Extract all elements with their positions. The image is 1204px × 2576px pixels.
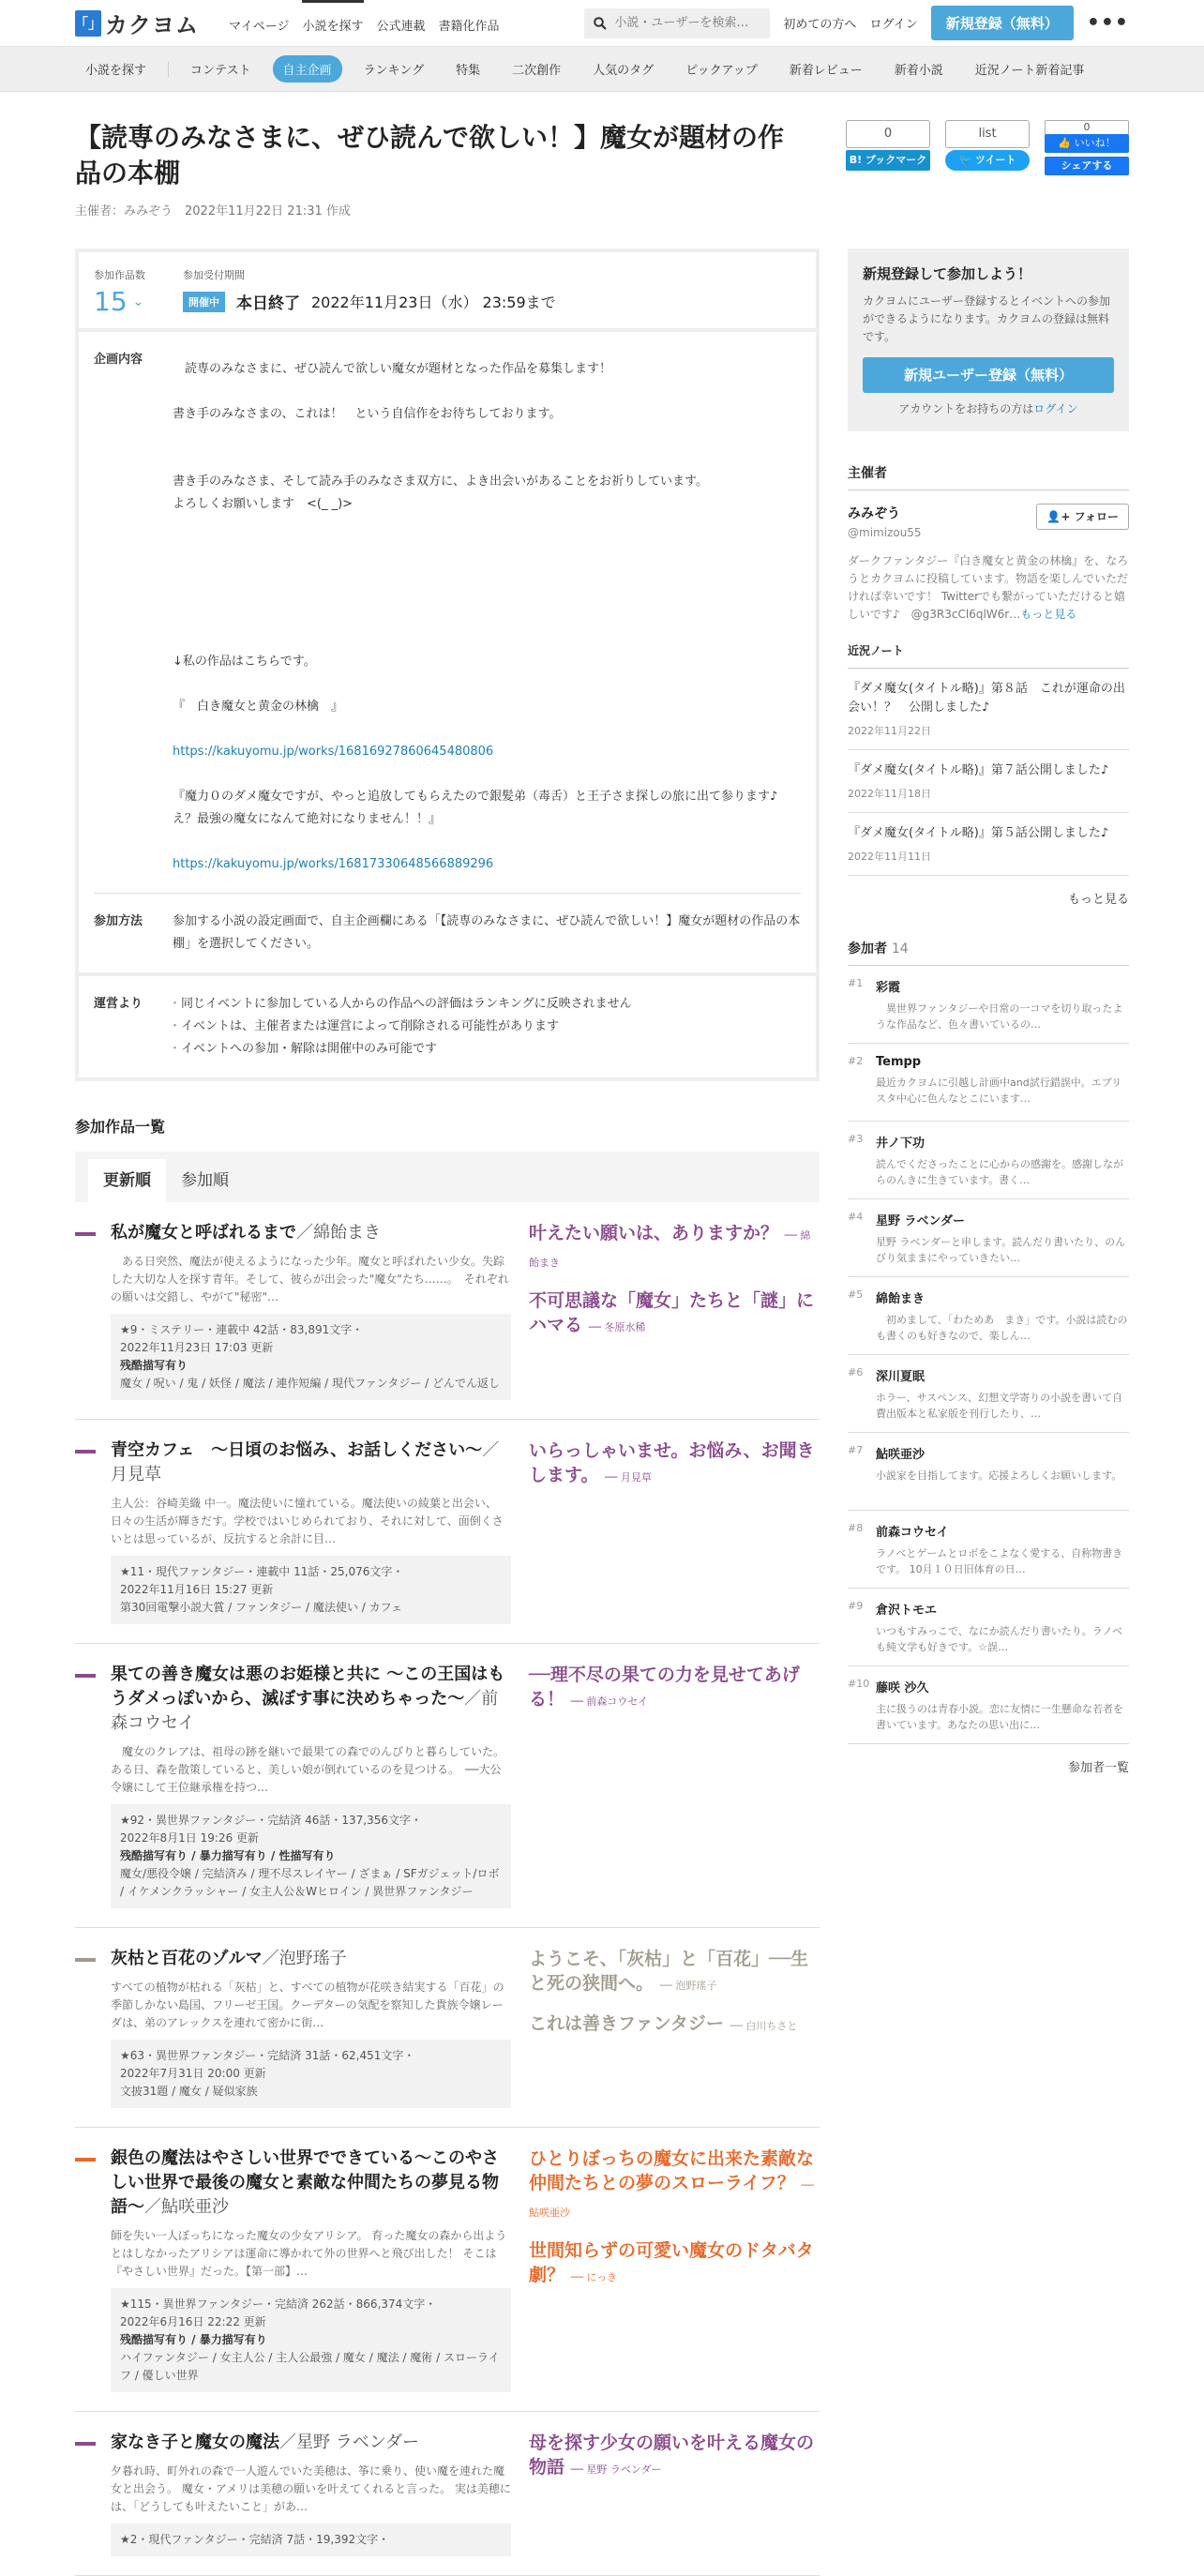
event-summary <box>79 252 816 332</box>
work-catches <box>529 1221 820 1400</box>
nav-find-novels[interactable]: 小説を探す <box>302 0 363 47</box>
organizer-id: @mimizou55 <box>848 526 922 539</box>
work-title-text: 灰枯と百花のゾルマ <box>111 1949 263 1968</box>
participants-more-link[interactable]: 参加者一覧 <box>1067 1761 1129 1775</box>
catch-author: ── 白川ちさと <box>730 2020 798 2032</box>
work-updated: 2022年11月16日 15:27 更新 <box>120 1583 274 1596</box>
page-container <box>0 120 1204 2576</box>
subnav-new[interactable]: 新着小説 <box>894 64 943 78</box>
note-date: 2022年11月11日 <box>848 851 931 863</box>
participant-name: 星野 ラベンダー <box>876 1214 966 1228</box>
follow-label: フォロー <box>1074 510 1119 523</box>
count-dropdown[interactable] <box>94 286 145 317</box>
work-updated: 2022年7月31日 20:00 更新 <box>120 2067 266 2080</box>
participants-heading <box>848 939 1129 966</box>
work-author[interactable]: ／鮎咲亜沙 <box>144 2197 229 2217</box>
end-label: 本日終了 <box>236 294 300 313</box>
participant-item[interactable] <box>848 1277 1129 1355</box>
work-catches <box>529 2147 820 2392</box>
participant-body <box>876 1678 1129 1732</box>
notice-item: ・ 同じイベントに参加している人からの作品への評価はランキングに反映されません <box>173 993 801 1016</box>
participants-heading-text: 参加者 <box>848 942 887 957</box>
subnav-contest[interactable]: コンテスト <box>190 64 251 78</box>
participant-desc: 初めまして、「わためあ まき」です。小説は読むのも書くのも好きなので、楽しん… <box>876 1314 1128 1342</box>
work-desc: 主人公：谷崎美織 中一。魔法使いに憧れている。魔法使いの綾葉と出会い、日々の生活が輝きだす。学校ではいじめられており、それに対して、面倒くさいとは思っているが、反抗すると余計に目… <box>111 1497 504 1545</box>
organizer <box>848 504 1129 539</box>
work-color-bar <box>75 1232 96 1236</box>
notice-body <box>173 993 801 1061</box>
bookmark-button[interactable]: B! ブックマーク <box>846 150 930 171</box>
list-label: list <box>945 120 1030 148</box>
work-author[interactable]: ／泡野瑤子 <box>262 1949 347 1968</box>
method-label: 参加方法 <box>94 914 143 928</box>
subnav-pickup[interactable]: ピックアップ <box>685 64 758 78</box>
participants-count: 14 <box>891 942 909 957</box>
content-section <box>94 332 801 894</box>
period-label: 参加受付期間 <box>183 269 245 281</box>
catch-text: いらっしゃいませ。お悩み、お聞きします。 <box>529 1440 815 1485</box>
fb-like-label: いいね！ <box>1074 137 1116 149</box>
work-author[interactable]: ／月見草 <box>111 1440 500 1484</box>
participant-item[interactable] <box>848 1199 1129 1277</box>
participant-body <box>876 1055 1129 1109</box>
signup-text: カクヨムにユーザー登録するとイベントへの参加ができるようになります。カクヨムの登録は無料です。 <box>863 294 1111 343</box>
work-left <box>75 1947 511 2108</box>
catch-author: ── 泡野瑤子 <box>659 1980 717 1992</box>
notes-list <box>848 669 1129 876</box>
participant-desc: 主に扱うのは青春小説。恋に友情に一生懸命な若者を書いています。あなたの思い出に… <box>876 1703 1123 1731</box>
catch-author: ── 冬原水稀 <box>588 1321 646 1333</box>
signup-box <box>848 249 1129 431</box>
work-stats: ★11・現代ファンタジー・連載中 11話・25,076文字・ <box>120 1565 404 1578</box>
signup-login <box>863 400 1114 416</box>
participant-item[interactable] <box>848 1511 1129 1589</box>
work-meta <box>111 2523 511 2556</box>
work-item <box>75 1644 820 1928</box>
catchphrase[interactable] <box>529 1288 820 1340</box>
participant-desc: ホラー、サスペンス、幻想文学寄りの小説を書いて自費出版本と私家版を刊行したり、… <box>876 1392 1123 1420</box>
tab-joined[interactable]: 参加順 <box>181 1171 229 1190</box>
note-date: 2022年11月22日 <box>848 725 931 737</box>
work-color-bar <box>75 1450 96 1454</box>
participant-rank: #5 <box>848 1288 864 1301</box>
signup-button[interactable]: 新規ユーザー登録（無料） <box>863 357 1114 393</box>
more-menu-icon[interactable]: ••• <box>1086 11 1129 35</box>
work-stats: ★2・現代ファンタジー・完結済 7話・19,392文字・ <box>120 2533 390 2546</box>
participant-desc: 小説家を目指してます。応援よろしくお願いします。 <box>876 1469 1122 1482</box>
participant-desc: 読んでくださったことに心からの感謝を。感謝しながらのんきに生きています。書く… <box>876 1158 1123 1186</box>
notice-item: ・ イベントへの参加・解除は開催中のみ可能です <box>173 1038 801 1061</box>
work-catches <box>529 1947 820 2108</box>
work-main <box>111 1947 511 2108</box>
participant-body <box>876 1288 1129 1343</box>
signup-title: 新規登録して参加しよう！ <box>863 265 1032 282</box>
participant-item[interactable] <box>848 1122 1129 1199</box>
method-section <box>79 894 816 976</box>
subnav-events[interactable]: 自主企画 <box>273 55 342 83</box>
work-desc: 夕暮れ時、町外れの森で一人遊んでいた美穂は、筝に乗り、使い魔を連れた魔女と出会う。 魔女・アメリは美穂の願いを叶えてくれると言った。 実は美穂には、「どうしても叶えたいこと」があ… <box>111 2464 511 2513</box>
content-p1: 読専のみなさまに、ぜひ読んで欲しい魔女が題材となった作品を募集します！ <box>173 362 612 376</box>
work-warnings: 残酷描写有り / 暴力描写有り / 性描写有り <box>120 1849 336 1862</box>
participants-list <box>848 966 1129 1744</box>
catch-text: 不可思議な「魔女」たちと「謎」にハマる <box>529 1290 815 1335</box>
catch-text: 母を探す少女の願いを叶える魔女の物語 <box>529 2433 815 2478</box>
work-main <box>111 2147 511 2392</box>
work-left <box>75 2431 511 2556</box>
period-block <box>183 267 556 317</box>
work-tags[interactable]: 文披31題 / 魔女 / 疑似家族 <box>120 2085 258 2098</box>
first-time-link[interactable]: 初めての方へ <box>783 18 857 32</box>
participant-desc: 星野 ラベンダーと申します。読んだり書いたり、のんびり気ままにやっていきたい… <box>876 1236 1126 1264</box>
catchphrase[interactable] <box>529 2011 820 2039</box>
note-item[interactable] <box>848 813 1129 876</box>
notice-label: 運営より <box>94 997 143 1011</box>
work-tags[interactable]: 魔女/悪役令嬢 / 完結済み / 理不尽スレイヤー / ざまぁ / SFガジェット/ロボ / イケメンクラッシャー / 女主人公＆Wヒロイン / 異世界ファンタジー <box>120 1867 500 1898</box>
search-box <box>584 8 770 38</box>
participant-name: 前森コウセイ <box>876 1526 949 1540</box>
nav-mypage[interactable]: マイページ <box>229 19 290 34</box>
hatena-bookmark[interactable] <box>846 120 930 218</box>
content-label: 企画内容 <box>94 353 143 367</box>
work-desc: 魔女のクレアは、祖母の跡を継いで最果ての森でのんびりと暮らしていた。 ある日、森を散策していると、美しい娘が倒れているのを見つける。 ──大公令嬢にして王位継承権を持つ… <box>111 1745 511 1794</box>
catch-author: ── 鮎咲亜沙 <box>529 2179 814 2219</box>
subnav-reviews[interactable]: 新着レビュー <box>789 64 863 78</box>
content-p6: 『 白き魔女と黄金の林檎 』 <box>173 700 344 714</box>
catch-text: 叶えたい願いは、ありますか？ <box>529 1223 779 1243</box>
work-title[interactable] <box>111 1663 511 1736</box>
note-date: 2022年11月18日 <box>848 788 931 800</box>
work-color-bar <box>75 2158 96 2162</box>
content-p2: 書き手のみなさまの、これは！ という自信作をお待ちしております。 <box>173 407 562 421</box>
participant-name: 倉沢トモエ <box>876 1604 938 1618</box>
catch-text: ひとりぼっちの魔女に出来た素敵な仲間たちとの夢のスローライフ？ <box>529 2148 815 2193</box>
work-left <box>75 1221 511 1400</box>
organizer-heading: 主催者 <box>848 463 1129 490</box>
participant-body <box>876 1522 1129 1576</box>
work-author[interactable]: ／前森コウセイ <box>111 1689 499 1733</box>
work-updated: 2022年11月23日 17:03 更新 <box>120 1341 274 1354</box>
organizer-desc <box>848 552 1129 624</box>
logo-mark: 「」 <box>75 10 101 37</box>
participant-name: 彩霞 <box>876 981 901 995</box>
participant-rank: #8 <box>848 1522 864 1534</box>
work-author[interactable]: ／星野 ラベンダー <box>279 2433 420 2452</box>
note-item[interactable] <box>848 669 1129 750</box>
catchphrase[interactable] <box>529 1663 820 1714</box>
participant-item[interactable] <box>848 1433 1129 1511</box>
work-meta <box>111 1314 511 1400</box>
participant-name: 井ノ下功 <box>876 1137 926 1151</box>
top-right <box>584 6 1129 40</box>
participant-desc: 異世界ファンタジーや日常の一コマを切り取ったような作品など、色々書いているの… <box>876 1002 1123 1031</box>
work-warnings: 残酷描写有り <box>120 1359 188 1372</box>
tweet-button[interactable]: 🐦 ツイート <box>945 150 1030 171</box>
participant-rank: #6 <box>848 1366 864 1378</box>
work-warnings: 残酷描写有り / 暴力描写有り <box>120 2333 267 2346</box>
work-color-bar <box>75 1674 96 1678</box>
catch-text: これは善きファンタジー <box>529 2013 724 2034</box>
note-title: 『ダメ魔女(タイトル略)』第５話公開しました♪ <box>848 826 1109 840</box>
work-catches <box>529 1663 820 1908</box>
chevron-down-icon: ⌄ <box>132 294 144 309</box>
work-item <box>75 1202 820 1420</box>
work-title-text: 青空カフェ ～日頃のお悩み、お話しください～ <box>111 1440 483 1460</box>
participant-body <box>876 1133 1129 1187</box>
work-title-text: 果ての善き魔女は悪のお姫様と共に ～この王国はもうダメっぽいから、滅ぼす事に決めちゃった～ <box>111 1665 505 1709</box>
participant-rank: #10 <box>848 1678 870 1690</box>
sub-nav <box>0 47 1204 92</box>
work-item <box>75 2412 820 2576</box>
work-item <box>75 1928 820 2128</box>
top-nav <box>229 0 500 47</box>
work-main <box>111 2431 511 2556</box>
nav-books[interactable]: 書籍化作品 <box>438 19 500 34</box>
fb-count: 0 <box>1045 120 1129 135</box>
participant-rank: #7 <box>848 1444 864 1456</box>
columns <box>75 249 1129 2576</box>
search-icon <box>594 17 607 30</box>
work-link-1[interactable]: https://kakuyomu.jp/works/16816927860645480806 <box>173 745 494 759</box>
work-title[interactable] <box>111 1947 511 1971</box>
works-list <box>75 1202 820 2576</box>
top-header <box>0 0 1204 47</box>
work-color-bar <box>75 1958 96 1962</box>
work-main <box>111 1439 511 1624</box>
work-left <box>75 1663 511 1908</box>
follow-button[interactable] <box>1036 504 1129 530</box>
participant-name: 鮎咲亜沙 <box>876 1448 926 1462</box>
catch-text: ──理不尽の果ての力を見せてあげる！ <box>529 1665 800 1710</box>
catch-text: ようこそ、「灰枯」と「百花」──生と死の狭間へ。 <box>529 1949 808 1994</box>
participant-item[interactable] <box>848 1355 1129 1433</box>
catch-author: ── 月見草 <box>605 1471 652 1484</box>
title-row <box>75 120 1129 218</box>
catch-author: ── 前森コウセイ <box>570 1695 649 1708</box>
work-tags[interactable]: 魔女 / 呪い / 鬼 / 妖怪 / 魔法 / 連作短編 / 現代ファンタジー / どんでん返し <box>120 1377 500 1390</box>
work-title[interactable] <box>111 2147 511 2220</box>
work-meta <box>111 1804 511 1908</box>
participant-rank: #2 <box>848 1055 864 1067</box>
organizer-name[interactable]: みみぞう <box>848 506 900 521</box>
participant-rank: #3 <box>848 1133 864 1145</box>
count-value: 15 <box>94 286 128 317</box>
user-plus-icon: 👤+ <box>1046 510 1071 523</box>
participant-rank: #1 <box>848 977 864 989</box>
catchphrase[interactable] <box>529 2238 820 2290</box>
sidebar <box>848 249 1129 2576</box>
work-stats: ★63・異世界ファンタジー・完結済 31話・62,451文字・ <box>120 2049 415 2062</box>
notes-more-link[interactable]: もっと見る <box>1067 893 1129 907</box>
subnav-ranking[interactable]: ランキング <box>363 64 425 78</box>
work-stats: ★115・異世界ファンタジー・完結済 262話・866,374文字・ <box>120 2297 437 2311</box>
note-title: 『ダメ魔女(タイトル略)』第８話 これが運命の出会い！？ 公開しました♪ <box>848 682 1125 715</box>
work-tags[interactable]: 第30回電撃小説大賞 / ファンタジー / 魔法使い / カフェ <box>120 1601 402 1614</box>
work-color-bar <box>75 2442 96 2446</box>
method-body: 参加する小説の設定画面で、自主企画欄にある「【読専のみなさまに、ぜひ読んで欲しい！】魔女が題材の作品の本棚」を選択してください。 <box>173 914 801 951</box>
catchphrase[interactable] <box>529 2147 820 2225</box>
notice-item: ・ イベントは、主催者または運営によって削除される可能性があります <box>173 1016 801 1038</box>
work-title[interactable] <box>111 1221 511 1245</box>
participant-name: 深川夏眠 <box>876 1370 926 1384</box>
catchphrase[interactable] <box>529 1439 820 1490</box>
works-heading: 参加作品一覧 <box>75 1118 166 1136</box>
work-desc: ある日突然、魔法が使えるようになった少年。魔女と呼ばれたい少女。失踪した大切な人を探す青年。そして、彼らが出会った"魔女"たち……。 それぞれの願いは交錯し、やがて"秘密"… <box>111 1255 509 1303</box>
work-left <box>75 1439 511 1624</box>
count-block <box>94 267 145 317</box>
work-stats: ★92・異世界ファンタジー・完結済 46話・137,356文字・ <box>120 1814 423 1827</box>
work-title[interactable] <box>111 1439 511 1487</box>
participant-item[interactable] <box>848 1666 1129 1744</box>
participant-desc: ラノベとゲームとロボをこよなく愛する、自称物書きです。 10月１０日旧体育の日… <box>876 1547 1123 1575</box>
participant-desc: 最近カクヨムに引越し計画中and試行錯誤中。エブリスタ中心に色んなとこにいます… <box>876 1077 1122 1105</box>
end-date: 2022年11月23日（水） 23:59まで <box>311 294 556 311</box>
work-updated: 2022年8月1日 19:26 更新 <box>120 1831 260 1845</box>
content-body <box>173 358 801 876</box>
content-p4: よろしくお願いします <(_ _)> <box>173 497 354 511</box>
catch-author: ── 星野 ラベンダー <box>570 2463 662 2476</box>
participant-body <box>876 1366 1129 1421</box>
work-title-text: 家なき子と魔女の魔法 <box>111 2433 279 2452</box>
page-title: 【読専のみなさまに、ぜひ読んで欲しい！】魔女が題材の作品の本棚 <box>75 122 785 188</box>
participant-rank: #9 <box>848 1600 864 1612</box>
work-stats: ★9・ミステリー・連載中 42話・83,891文字・ <box>120 1323 364 1336</box>
login-prefix: アカウントをお持ちの方は <box>898 402 1034 415</box>
subnav-tags[interactable]: 人気のタグ <box>593 64 655 78</box>
site-logo[interactable] <box>75 7 199 39</box>
work-title[interactable] <box>111 2431 511 2455</box>
work-desc: すべての植物が枯れる「灰枯」と、すべての植物が花咲き結実する「百花」の季節しかない島国、フリーゼ王国。クーデターの気配を察知した貴族令嬢レーダは、弟のアレックスを連れて密かに街… <box>111 1981 504 2029</box>
count-label: 参加作品数 <box>94 269 145 281</box>
tweet-label: ツイート <box>975 154 1016 166</box>
main-column <box>75 249 820 2576</box>
participant-body <box>876 1600 1129 1654</box>
fb-share-button[interactable]: シェアする <box>1045 157 1129 175</box>
social-buttons <box>846 120 1129 218</box>
work-title-text: 私が魔女と呼ばれるまで <box>111 1223 296 1243</box>
content-p5: ↓私の作品はこちらです。 <box>173 655 316 669</box>
twitter-share[interactable] <box>945 120 1030 218</box>
title-block <box>75 120 806 218</box>
work-updated: 2022年6月16日 22:22 更新 <box>120 2315 266 2328</box>
sort-tabs <box>75 1152 820 1202</box>
participant-item[interactable] <box>848 1589 1129 1666</box>
participant-body <box>876 1211 1129 1265</box>
logo-text: カクヨム <box>105 12 199 38</box>
work-tags[interactable]: ハイファンタジー / 女主人公 / 主人公最強 / 魔女 / 魔法 / 魔術 / スローライフ / 優しい世界 <box>120 2351 500 2382</box>
participant-name: 綿飴まき <box>876 1292 926 1306</box>
sidebar-login-link[interactable]: ログイン <box>1033 402 1078 415</box>
facebook-share[interactable] <box>1045 120 1129 218</box>
work-catches <box>529 1439 820 1624</box>
subnav-divider <box>168 62 169 77</box>
work-meta <box>111 2040 511 2108</box>
catch-author: ── にっき <box>570 2271 618 2283</box>
period-row <box>183 290 556 313</box>
subnav-fanfic[interactable]: 二次創作 <box>512 64 562 78</box>
work-meta <box>111 1556 511 1624</box>
work-main <box>111 1221 511 1400</box>
work-item <box>75 1420 820 1644</box>
register-button[interactable]: 新規登録（無料） <box>931 6 1074 40</box>
participant-name: 藤咲 沙久 <box>876 1681 929 1695</box>
nav-official[interactable]: 公式連載 <box>376 19 426 34</box>
catchphrase[interactable] <box>529 1221 820 1275</box>
note-item[interactable] <box>848 750 1129 813</box>
login-link[interactable]: ログイン <box>869 18 918 32</box>
notes-heading: 近況ノート <box>848 642 1129 669</box>
participant-body <box>876 977 1129 1032</box>
work-main <box>111 1663 511 1908</box>
catch-text: 世間知らずの可愛い魔女のドタバタ劇？ <box>529 2240 814 2285</box>
participant-item[interactable] <box>848 966 1129 1044</box>
event-box <box>75 249 820 1081</box>
search-input[interactable] <box>614 16 755 30</box>
participant-desc: いつもすみっこで、なにか読んだり書いたり。ラノベも純文学も好きです。☆誤… <box>876 1625 1123 1653</box>
organizer-meta: 主催者：みみぞう 2022年11月22日 21:31 作成 <box>75 204 351 218</box>
work-title-text: 銀色の魔法はやさしい世界でできている～このやさしい世界で最後の魔女と素敵な仲間たちの夢見る物語～ <box>111 2148 499 2217</box>
work-desc: 師を失い一人ぼっちになった魔女の少女アリシア。 育った魔女の森から出ようとはしなかったアリシアは運命に導かれて外の世界へと飛び出した！ そこは『やさしい世界』だった。【第一部】… <box>111 2229 507 2278</box>
subnav-features[interactable]: 特集 <box>456 64 481 78</box>
work-link-2[interactable]: https://kakuyomu.jp/works/16817330648566889296 <box>173 857 494 871</box>
bookmark-count: 0 <box>846 120 930 148</box>
organizer-desc-text: ダークファンタジー『白き魔女と黄金の林檎』を、なろうとカクヨムに投稿しています。物語を楽しんでいただければ幸いです！ Twitterでも繋がっていただけると嬉しいです♪ @g3R3cCl6qlW6r… <box>848 554 1129 621</box>
work-left <box>75 2147 511 2392</box>
catchphrase[interactable] <box>529 2431 820 2482</box>
notice-section <box>79 976 816 1077</box>
participant-name: Tempp <box>876 1055 922 1069</box>
tab-updated[interactable]: 更新順 <box>88 1159 166 1202</box>
fb-like-button[interactable]: 👍 いいね！ <box>1045 134 1129 153</box>
status-badge: 開催中 <box>183 292 225 312</box>
subnav-find[interactable]: 小説を探す <box>85 64 147 78</box>
work-item <box>75 2128 820 2412</box>
content-p3: 書き手のみなさま、そして読み手のみなさま双方に、よき出会いがあることをお祈りしています。 <box>173 475 708 489</box>
catch-author: ── 綿飴まき <box>529 1229 811 1269</box>
subnav-notes[interactable]: 近況ノート新着記事 <box>974 64 1085 78</box>
organizer-more-link[interactable]: もっと見る <box>1020 608 1077 621</box>
note-title: 『ダメ魔女(タイトル略)』第７話公開しました♪ <box>848 763 1109 777</box>
work-catches <box>529 2431 820 2556</box>
participant-body <box>876 1444 1129 1499</box>
work-meta <box>111 2288 511 2392</box>
work-author[interactable]: ／綿飴まき <box>296 1223 381 1243</box>
participant-item[interactable] <box>848 1044 1129 1122</box>
content-p7: 『魔力０のダメ魔女ですが、やっと追放してもらえたので銀髪弟（毒舌）と王子さま探しの旅に出て参ります♪ え？最強の魔女になんて絶対になりません！！』 <box>173 790 790 826</box>
participant-rank: #4 <box>848 1211 864 1223</box>
catchphrase[interactable] <box>529 1947 820 1998</box>
